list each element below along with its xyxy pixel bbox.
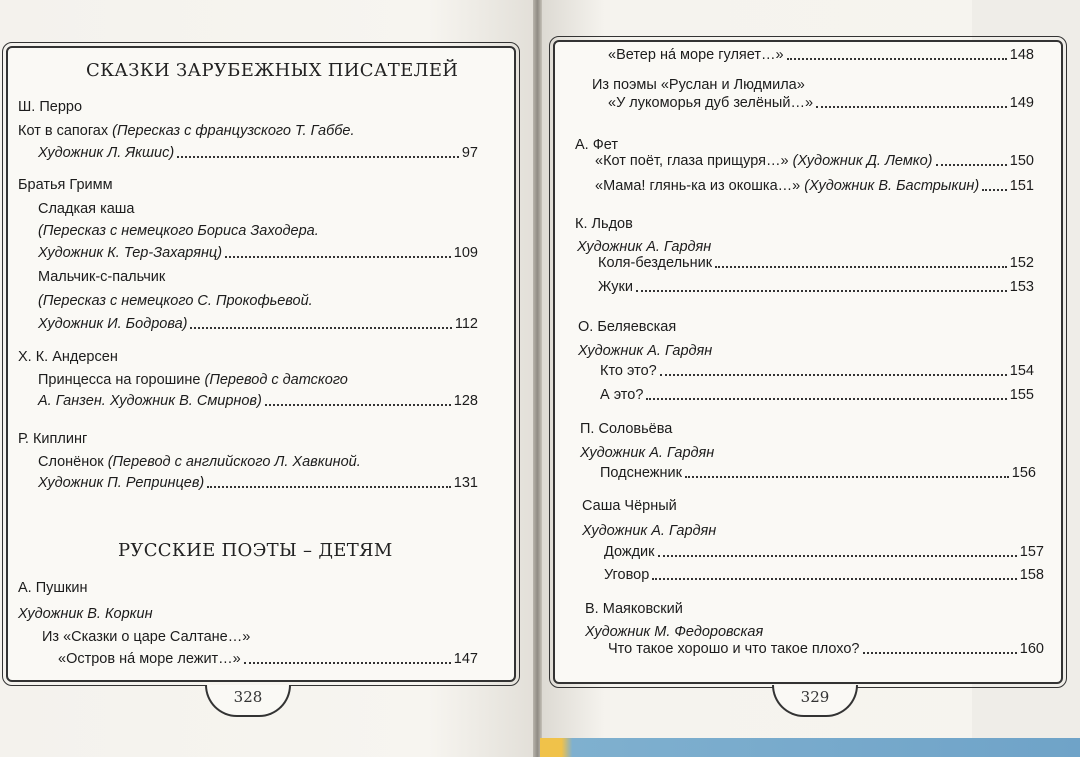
entry-title: Коля-бездельник (598, 255, 713, 271)
dot-leader (816, 106, 1007, 108)
dot-leader (982, 189, 1007, 191)
section-heading-foreign: СКАЗКИ ЗАРУБЕЖНЫХ ПИСАТЕЛЕЙ (86, 60, 459, 81)
author-cherny: Саша Чёрный (582, 498, 677, 514)
page-ref: 152 (1009, 255, 1034, 271)
entry-source: Из поэмы «Руслан и Людмила» (592, 77, 805, 93)
entry-title: «Остров нá море лежит…» (58, 651, 241, 667)
entry-artist: Художник П. Репринцев) (38, 475, 205, 491)
entry-title: Кто это? (600, 363, 657, 379)
page-ref: 128 (453, 393, 478, 409)
toc-row (608, 640, 1044, 658)
author-perrault: Ш. Перро (18, 99, 83, 115)
entry-title: Дождик (604, 544, 655, 560)
dot-leader (244, 662, 451, 664)
entry-note: (Перевод с датского (204, 372, 348, 388)
entry-title: Уговор (604, 567, 650, 583)
entry-artist: Художник И. Бодрова) (38, 316, 188, 332)
dot-leader (636, 290, 1007, 292)
entry-title: Подснежник (600, 465, 682, 481)
entry-note: (Перевод с английского Л. Хавкиной. (107, 454, 361, 470)
entry-artist: А. Ганзен. Художник В. Смирнов) (38, 393, 262, 409)
page-ref: 109 (453, 245, 478, 261)
entry-puss-in-boots (18, 122, 355, 140)
dot-leader (225, 256, 451, 258)
entry-note: (Пересказ с немецкого С. Прокофьевой. (38, 293, 313, 309)
entry-title: Слонёнок (38, 454, 104, 470)
page-number: 329 (772, 685, 858, 717)
page-ref: 160 (1019, 641, 1044, 657)
entry-note: (Пересказ с немецкого Бориса Заходера. (38, 223, 319, 239)
dot-leader (177, 156, 459, 158)
entry-title: «Мама! глянь-ка из окошка…» (Художник В. Бастрыкин) (595, 178, 980, 194)
dot-leader (190, 327, 451, 329)
toc-row (38, 315, 478, 333)
dot-leader (265, 404, 451, 406)
page-ref: 148 (1009, 47, 1034, 63)
entry-title: «Ветер нá море гуляет…» (608, 47, 784, 63)
toc-row (608, 94, 1034, 112)
toc-row (608, 46, 1034, 64)
author-lvov: К. Льдов (575, 216, 633, 232)
dot-leader (660, 374, 1007, 376)
entry-artist: (Художник Д. Лемко) (792, 153, 933, 169)
entry-title: А это? (600, 387, 644, 403)
toc-row (595, 152, 1034, 170)
entry-artist: Художник А. Гардян (577, 239, 712, 255)
page-ref: 150 (1009, 153, 1034, 169)
entry-title: Мальчик-с-пальчик (38, 269, 166, 285)
toc-row (38, 392, 478, 410)
entry-title: Сладкая каша (38, 201, 135, 217)
entry-title: «Кот поёт, глаза прищуря…» (Художник Д. Лемко) (595, 153, 933, 169)
entry-title: Кот в сапогах (18, 123, 109, 139)
author-kipling: Р. Киплинг (18, 431, 88, 447)
page-ref: 158 (1019, 567, 1044, 583)
entry-title: Жуки (598, 279, 633, 295)
entry-elephant (38, 453, 361, 471)
dot-leader (936, 164, 1007, 166)
author-pushkin: А. Пушкин (18, 580, 88, 596)
page-ref: 112 (454, 316, 478, 332)
entry-princess (38, 371, 348, 389)
page-ref: 151 (1009, 178, 1034, 194)
page-ref: 147 (453, 651, 478, 667)
entry-artist: Художник А. Гардян (578, 343, 713, 359)
page-ref: 131 (453, 475, 478, 491)
author-grimm: Братья Гримм (18, 177, 113, 193)
toc-row (38, 144, 478, 162)
toc-row (38, 474, 478, 492)
author-andersen: Х. К. Андерсен (18, 349, 118, 365)
entry-artist: Художник В. Коркин (18, 606, 153, 622)
page-ref: 149 (1009, 95, 1034, 111)
toc-row (58, 650, 478, 668)
entry-source: Из «Сказки о царе Салтане…» (42, 629, 251, 645)
page-ref: 97 (461, 145, 478, 161)
toc-row (604, 543, 1044, 561)
dot-leader (658, 555, 1017, 557)
dot-leader (787, 58, 1007, 60)
entry-title: Что такое хорошо и что такое плохо? (608, 641, 860, 657)
page-ref: 156 (1011, 465, 1036, 481)
dot-leader (863, 652, 1017, 654)
entry-title: Принцесса на горошине (38, 372, 201, 388)
page-number: 328 (205, 685, 291, 717)
author-mayakovsky: В. Маяковский (585, 601, 683, 617)
page-ref: 153 (1009, 279, 1034, 295)
toc-row (598, 278, 1034, 296)
page-ref: 157 (1019, 544, 1044, 560)
entry-title: «У лукоморья дуб зелёный…» (608, 95, 814, 111)
entry-artist: Художник К. Тер-Захарянц) (38, 245, 223, 261)
toc-row (600, 362, 1034, 380)
author-fet: А. Фет (575, 137, 618, 153)
toc-row (600, 386, 1034, 404)
page-ref: 155 (1009, 387, 1034, 403)
entry-artist: (Художник В. Бастрыкин) (804, 178, 980, 194)
author-solovyova: П. Соловьёва (580, 421, 673, 437)
entry-artist: Художник А. Гардян (580, 445, 715, 461)
page-ref: 154 (1009, 363, 1034, 379)
author-belyaevskaya: О. Беляевская (578, 319, 677, 335)
entry-artist: Художник Л. Якшис) (38, 145, 175, 161)
toc-row (600, 464, 1036, 482)
entry-artist: Художник А. Гардян (582, 523, 717, 539)
entry-artist: Художник М. Федоровская (585, 624, 764, 640)
toc-row (595, 177, 1034, 195)
toc-row (604, 566, 1044, 584)
dot-leader (207, 486, 451, 488)
dot-leader (646, 398, 1006, 400)
cover-edge (540, 738, 1080, 757)
book-gutter (533, 0, 542, 757)
dot-leader (652, 578, 1017, 580)
toc-row (38, 244, 478, 262)
toc-row (598, 254, 1034, 272)
section-heading-poets: РУССКИЕ ПОЭТЫ – ДЕТЯМ (118, 540, 393, 561)
entry-note: (Пересказ с французского Т. Габбе. (112, 123, 355, 139)
dot-leader (715, 266, 1007, 268)
dot-leader (685, 476, 1009, 478)
